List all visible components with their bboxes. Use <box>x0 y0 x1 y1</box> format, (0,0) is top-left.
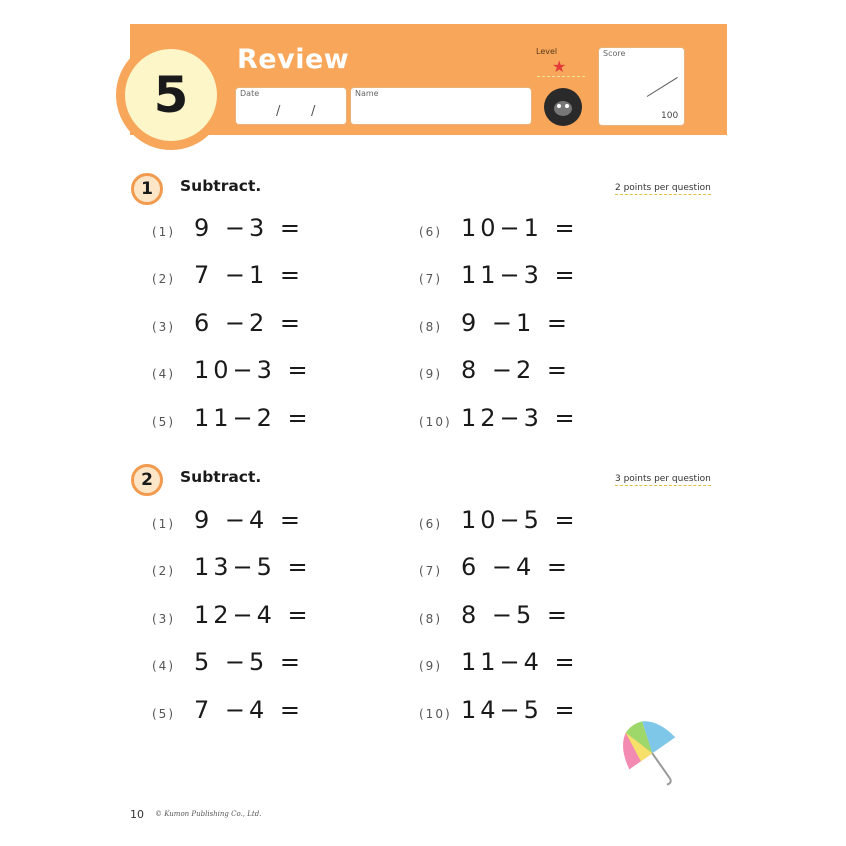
question-number: (2) <box>152 272 175 286</box>
name-label: Name <box>355 89 379 98</box>
question-s1-q4 <box>152 355 312 385</box>
question-expression: 11−4 = <box>461 648 579 676</box>
question-expression: 12−3 = <box>461 404 579 432</box>
question-expression: 12−4 = <box>194 601 312 629</box>
question-number: (7) <box>419 272 442 286</box>
question-number: (6) <box>419 517 442 531</box>
question-s1-q8 <box>419 308 571 338</box>
section-2-badge: 2 <box>131 464 163 496</box>
question-s2-q7 <box>419 552 571 582</box>
question-s1-q3 <box>152 308 304 338</box>
question-number: (4) <box>152 659 175 673</box>
question-expression: 9 −4 = <box>194 506 305 534</box>
question-s1-q5 <box>152 403 312 433</box>
question-expression: 13−5 = <box>194 553 312 581</box>
question-number: (7) <box>419 564 442 578</box>
section-2-title: Subtract. <box>180 468 262 486</box>
name-field[interactable] <box>350 87 532 125</box>
question-number: (3) <box>152 320 175 334</box>
question-s2-q3 <box>152 600 312 630</box>
question-s1-q1 <box>152 213 304 243</box>
question-s1-q7 <box>419 260 579 290</box>
question-s2-q2 <box>152 552 312 582</box>
question-expression: 11−3 = <box>461 261 579 289</box>
question-expression: 11−2 = <box>194 404 312 432</box>
question-expression: 10−1 = <box>461 214 579 242</box>
section-1-badge: 1 <box>131 173 163 205</box>
score-max: 100 <box>661 111 679 121</box>
question-number: (10) <box>419 415 452 429</box>
question-s2-q9 <box>419 647 579 677</box>
question-expression: 7 −1 = <box>194 261 305 289</box>
question-s1-q6 <box>419 213 579 243</box>
question-expression: 7 −4 = <box>194 696 305 724</box>
copyright: © Kumon Publishing Co., Ltd. <box>155 810 262 818</box>
question-s2-q6 <box>419 505 579 535</box>
question-s1-q10 <box>419 403 579 433</box>
question-number: (6) <box>419 225 442 239</box>
question-expression: 6 −4 = <box>461 553 572 581</box>
question-number: (2) <box>152 564 175 578</box>
question-number: (1) <box>152 517 175 531</box>
question-expression: 6 −2 = <box>194 309 305 337</box>
question-s1-q2 <box>152 260 304 290</box>
question-number: (10) <box>419 707 452 721</box>
level-label: Level <box>536 47 558 56</box>
question-expression: 5 −5 = <box>194 648 305 676</box>
unit-number: 5 <box>153 66 189 124</box>
question-number: (5) <box>152 707 175 721</box>
page-title: Review <box>237 44 350 75</box>
question-s2-q10 <box>419 695 579 725</box>
question-expression: 9 −3 = <box>194 214 305 242</box>
date-label: Date <box>240 89 260 98</box>
gorilla-eye <box>565 104 569 108</box>
date-separator: / <box>311 104 316 119</box>
question-expression: 8 −2 = <box>461 356 572 384</box>
question-number: (9) <box>419 367 442 381</box>
question-number: (3) <box>152 612 175 626</box>
section-2-points: 3 points per question <box>615 474 711 484</box>
umbrella-icon <box>612 720 676 790</box>
question-expression: 14−5 = <box>461 696 579 724</box>
level-divider <box>537 76 585 77</box>
question-expression: 10−3 = <box>194 356 312 384</box>
question-s2-q8 <box>419 600 571 630</box>
question-expression: 9 −1 = <box>461 309 572 337</box>
section-1-title: Subtract. <box>180 177 262 195</box>
page-number: 10 <box>130 808 144 821</box>
question-number: (5) <box>152 415 175 429</box>
question-number: (8) <box>419 320 442 334</box>
gorilla-face <box>554 101 572 116</box>
question-number: (9) <box>419 659 442 673</box>
date-field[interactable] <box>235 87 347 125</box>
question-s2-q1 <box>152 505 304 535</box>
question-s2-q4 <box>152 647 304 677</box>
question-s1-q9 <box>419 355 571 385</box>
question-expression: 10−5 = <box>461 506 579 534</box>
date-separator: / <box>276 104 281 119</box>
question-number: (8) <box>419 612 442 626</box>
star-icon: ★ <box>552 57 567 76</box>
score-label: Score <box>603 49 626 58</box>
question-number: (1) <box>152 225 175 239</box>
question-s2-q5 <box>152 695 304 725</box>
gorilla-eye <box>557 104 561 108</box>
question-number: (4) <box>152 367 175 381</box>
question-expression: 8 −5 = <box>461 601 572 629</box>
section-1-points: 2 points per question <box>615 183 711 193</box>
